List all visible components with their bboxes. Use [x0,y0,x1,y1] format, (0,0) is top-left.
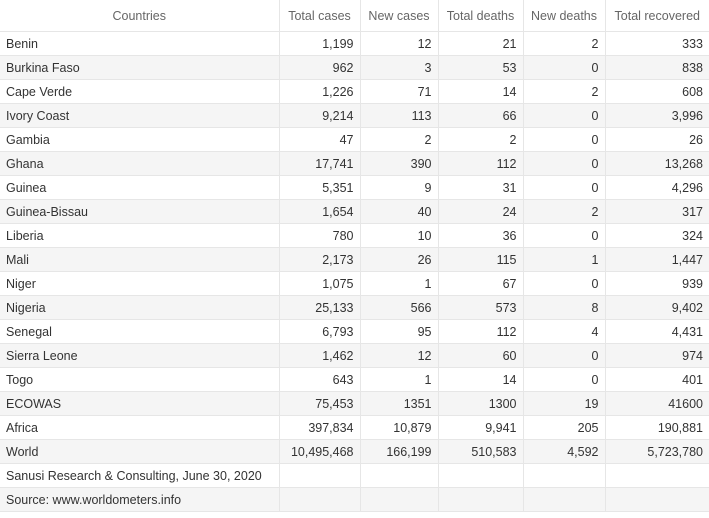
new-deaths-cell [523,464,605,488]
total-cases-cell: 780 [279,224,360,248]
country-cell: Ghana [0,152,279,176]
table-row [0,80,709,104]
total-deaths-cell: 14 [438,368,523,392]
total-recovered-cell: 3,996 [605,104,709,128]
country-cell: Niger [0,272,279,296]
total-cases-cell: 397,834 [279,416,360,440]
country-cell: World [0,440,279,464]
total-cases-cell: 25,133 [279,296,360,320]
table-row [0,488,709,512]
total-recovered-cell: 608 [605,80,709,104]
table-row [0,392,709,416]
total-recovered-cell: 333 [605,32,709,56]
total-deaths-cell: 14 [438,80,523,104]
new-deaths-cell: 0 [523,224,605,248]
table-row [0,224,709,248]
new-deaths-cell: 1 [523,248,605,272]
new-deaths-cell [523,488,605,512]
new-cases-cell: 40 [360,200,438,224]
header-total-cases: Total cases [279,0,360,32]
new-cases-cell: 95 [360,320,438,344]
country-cell: Nigeria [0,296,279,320]
new-deaths-cell: 2 [523,200,605,224]
country-cell: Guinea [0,176,279,200]
new-cases-cell: 71 [360,80,438,104]
total-recovered-cell: 401 [605,368,709,392]
total-deaths-cell: 53 [438,56,523,80]
new-cases-cell: 12 [360,32,438,56]
total-cases-cell: 1,462 [279,344,360,368]
total-deaths-cell: 31 [438,176,523,200]
total-recovered-cell: 9,402 [605,296,709,320]
country-cell: ECOWAS [0,392,279,416]
new-deaths-cell: 2 [523,32,605,56]
country-cell: Ivory Coast [0,104,279,128]
total-recovered-cell: 4,296 [605,176,709,200]
new-deaths-cell: 4,592 [523,440,605,464]
table-row [0,344,709,368]
new-deaths-cell: 0 [523,152,605,176]
total-deaths-cell: 2 [438,128,523,152]
new-cases-cell: 1351 [360,392,438,416]
total-cases-cell: 9,214 [279,104,360,128]
total-recovered-cell: 1,447 [605,248,709,272]
table-row [0,200,709,224]
country-cell: Togo [0,368,279,392]
new-deaths-cell: 205 [523,416,605,440]
total-recovered-cell [605,464,709,488]
new-cases-cell: 1 [360,368,438,392]
new-cases-cell: 12 [360,344,438,368]
total-deaths-cell: 9,941 [438,416,523,440]
table-row [0,104,709,128]
new-cases-cell: 26 [360,248,438,272]
new-cases-cell: 113 [360,104,438,128]
country-cell: Sierra Leone [0,344,279,368]
total-deaths-cell: 112 [438,320,523,344]
header-new-deaths: New deaths [523,0,605,32]
total-recovered-cell: 939 [605,272,709,296]
table-row [0,368,709,392]
new-cases-cell: 10 [360,224,438,248]
total-deaths-cell: 573 [438,296,523,320]
total-deaths-cell: 115 [438,248,523,272]
new-cases-cell: 1 [360,272,438,296]
total-cases-cell: 2,173 [279,248,360,272]
total-cases-cell: 10,495,468 [279,440,360,464]
country-cell: Source: www.worldometers.info [0,488,279,512]
new-deaths-cell: 8 [523,296,605,320]
total-recovered-cell: 41600 [605,392,709,416]
total-cases-cell: 1,075 [279,272,360,296]
table-row [0,128,709,152]
total-recovered-cell: 838 [605,56,709,80]
total-cases-cell: 643 [279,368,360,392]
total-deaths-cell: 36 [438,224,523,248]
new-cases-cell [360,464,438,488]
header-total-deaths: Total deaths [438,0,523,32]
country-cell: Senegal [0,320,279,344]
new-cases-cell: 166,199 [360,440,438,464]
table-row [0,32,709,56]
new-deaths-cell: 0 [523,128,605,152]
total-recovered-cell [605,488,709,512]
total-cases-cell: 17,741 [279,152,360,176]
total-deaths-cell [438,488,523,512]
table-row [0,56,709,80]
new-cases-cell: 10,879 [360,416,438,440]
new-deaths-cell: 0 [523,176,605,200]
new-deaths-cell: 0 [523,368,605,392]
total-cases-cell [279,464,360,488]
total-deaths-cell: 112 [438,152,523,176]
new-deaths-cell: 0 [523,56,605,80]
table-row [0,464,709,488]
total-recovered-cell: 190,881 [605,416,709,440]
new-cases-cell: 2 [360,128,438,152]
new-deaths-cell: 0 [523,104,605,128]
new-deaths-cell: 2 [523,80,605,104]
country-cell: Africa [0,416,279,440]
new-cases-cell: 3 [360,56,438,80]
table-row [0,152,709,176]
total-recovered-cell: 974 [605,344,709,368]
country-cell: Mali [0,248,279,272]
total-cases-cell [279,488,360,512]
new-deaths-cell: 4 [523,320,605,344]
header-countries: Countries [0,0,279,32]
total-deaths-cell: 60 [438,344,523,368]
total-deaths-cell: 21 [438,32,523,56]
country-cell: Cape Verde [0,80,279,104]
table-row [0,176,709,200]
total-recovered-cell: 13,268 [605,152,709,176]
new-deaths-cell: 19 [523,392,605,416]
table-row [0,248,709,272]
total-cases-cell: 47 [279,128,360,152]
total-recovered-cell: 317 [605,200,709,224]
table-row [0,296,709,320]
total-cases-cell: 5,351 [279,176,360,200]
total-deaths-cell: 510,583 [438,440,523,464]
new-cases-cell: 566 [360,296,438,320]
total-recovered-cell: 26 [605,128,709,152]
total-deaths-cell: 66 [438,104,523,128]
total-deaths-cell [438,464,523,488]
new-deaths-cell: 0 [523,272,605,296]
total-recovered-cell: 324 [605,224,709,248]
new-cases-cell: 390 [360,152,438,176]
country-cell: Liberia [0,224,279,248]
new-cases-cell [360,488,438,512]
new-cases-cell: 9 [360,176,438,200]
total-cases-cell: 1,199 [279,32,360,56]
new-deaths-cell: 0 [523,344,605,368]
total-recovered-cell: 5,723,780 [605,440,709,464]
table-row [0,440,709,464]
total-deaths-cell: 1300 [438,392,523,416]
total-cases-cell: 1,226 [279,80,360,104]
table-row [0,272,709,296]
total-cases-cell: 6,793 [279,320,360,344]
country-cell: Gambia [0,128,279,152]
total-recovered-cell: 4,431 [605,320,709,344]
total-cases-cell: 962 [279,56,360,80]
total-deaths-cell: 24 [438,200,523,224]
total-cases-cell: 75,453 [279,392,360,416]
table-row [0,416,709,440]
header-total-recovered: Total recovered [605,0,709,32]
total-deaths-cell: 67 [438,272,523,296]
total-cases-cell: 1,654 [279,200,360,224]
country-cell: Benin [0,32,279,56]
header-new-cases: New cases [360,0,438,32]
country-cell: Guinea-Bissau [0,200,279,224]
country-cell: Sanusi Research & Consulting, June 30, 2020 [0,464,279,488]
table-row [0,320,709,344]
country-cell: Burkina Faso [0,56,279,80]
header-row [0,0,709,32]
